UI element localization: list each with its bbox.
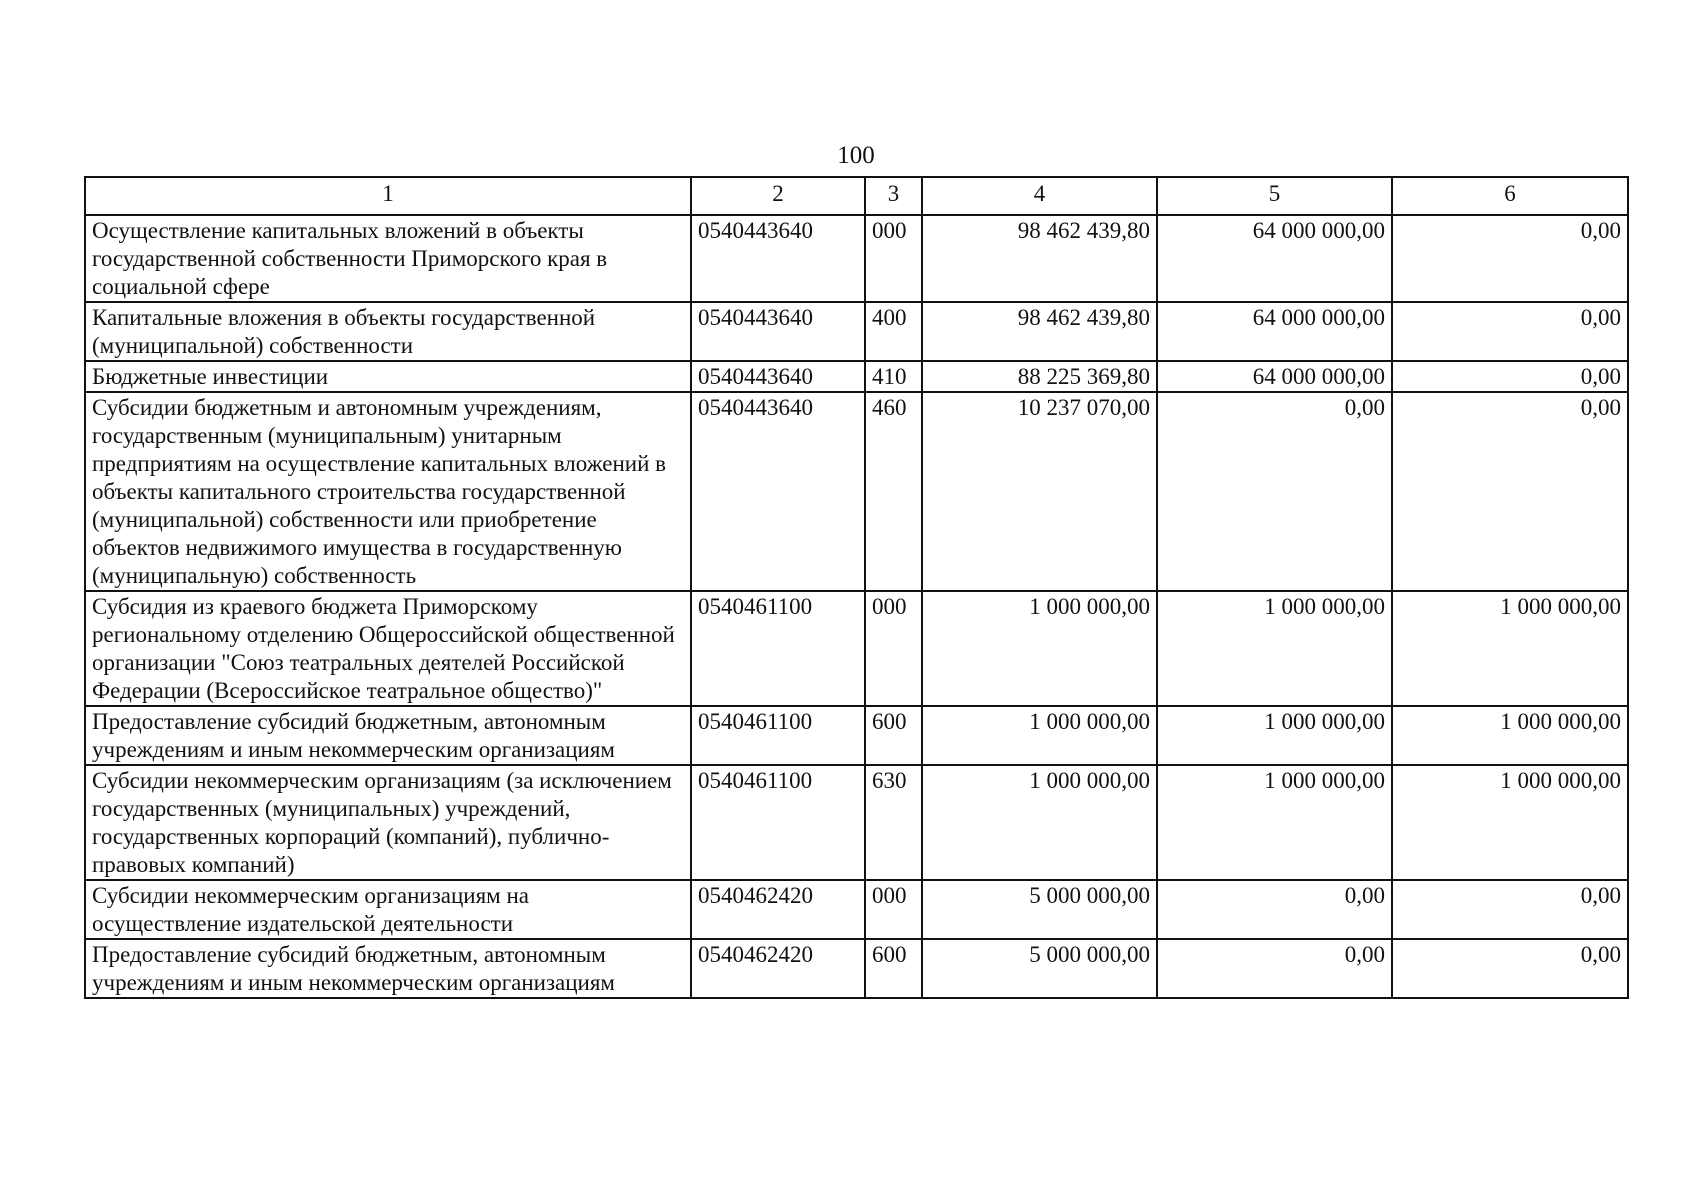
header-row	[85, 177, 1628, 215]
column-header: 4	[922, 177, 1157, 215]
amount-col4-cell: 5 000 000,00	[922, 880, 1157, 939]
expense-type-cell: 400	[865, 302, 922, 361]
amount-col6-cell: 0,00	[1392, 939, 1628, 998]
amount-col4-cell: 1 000 000,00	[922, 765, 1157, 880]
table-row	[85, 706, 1628, 765]
amount-col5-cell: 1 000 000,00	[1157, 765, 1392, 880]
table-row	[85, 392, 1628, 591]
table-row	[85, 215, 1628, 302]
target-code-cell: 0540443640	[691, 302, 865, 361]
column-header: 2	[691, 177, 865, 215]
row-name-cell: Субсидии некоммерческим организациям на осуществление издательской деятельности	[85, 880, 691, 939]
column-header: 5	[1157, 177, 1392, 215]
amount-col4-cell: 1 000 000,00	[922, 591, 1157, 706]
amount-col5-cell: 0,00	[1157, 392, 1392, 591]
target-code-cell: 0540443640	[691, 215, 865, 302]
target-code-cell: 0540461100	[691, 765, 865, 880]
expense-type-cell: 630	[865, 765, 922, 880]
row-name-cell: Субсидии бюджетным и автономным учреждениям, государственным (муниципальным) унитарным предприятиям на осуществление капитальных вложений в объекты капитального строительства государственной (муниципальной) собственности или приобретение объектов недвижимого имущества в государственную (муниципальную) собственность	[85, 392, 691, 591]
expense-type-cell: 000	[865, 880, 922, 939]
row-name-cell: Предоставление субсидий бюджетным, автономным учреждениям и иным некоммерческим организациям	[85, 706, 691, 765]
amount-col5-cell: 1 000 000,00	[1157, 706, 1392, 765]
expense-type-cell: 000	[865, 215, 922, 302]
amount-col6-cell: 1 000 000,00	[1392, 706, 1628, 765]
budget-table	[84, 176, 1629, 999]
expense-type-cell: 600	[865, 939, 922, 998]
table-row	[85, 302, 1628, 361]
target-code-cell: 0540461100	[691, 706, 865, 765]
amount-col4-cell: 5 000 000,00	[922, 939, 1157, 998]
amount-col6-cell: 1 000 000,00	[1392, 765, 1628, 880]
row-name-cell: Капитальные вложения в объекты государственной (муниципальной) собственности	[85, 302, 691, 361]
amount-col6-cell: 1 000 000,00	[1392, 591, 1628, 706]
row-name-cell: Предоставление субсидий бюджетным, автономным учреждениям и иным некоммерческим организациям	[85, 939, 691, 998]
amount-col5-cell: 64 000 000,00	[1157, 361, 1392, 392]
amount-col6-cell: 0,00	[1392, 215, 1628, 302]
amount-col5-cell: 1 000 000,00	[1157, 591, 1392, 706]
table-row	[85, 361, 1628, 392]
amount-col6-cell: 0,00	[1392, 302, 1628, 361]
column-header: 1	[85, 177, 691, 215]
amount-col4-cell: 88 225 369,80	[922, 361, 1157, 392]
amount-col4-cell: 98 462 439,80	[922, 215, 1157, 302]
target-code-cell: 0540462420	[691, 880, 865, 939]
amount-col4-cell: 98 462 439,80	[922, 302, 1157, 361]
column-header: 6	[1392, 177, 1628, 215]
amount-col5-cell: 0,00	[1157, 880, 1392, 939]
row-name-cell: Бюджетные инвестиции	[85, 361, 691, 392]
row-name-cell: Субсидия из краевого бюджета Приморскому региональному отделению Общероссийской общественной организации "Союз театральных деятелей Российской Федерации (Всероссийское театральное общество)"	[85, 591, 691, 706]
amount-col6-cell: 0,00	[1392, 392, 1628, 591]
table-row	[85, 880, 1628, 939]
amount-col5-cell: 64 000 000,00	[1157, 302, 1392, 361]
page-number: 100	[837, 142, 875, 169]
expense-type-cell: 410	[865, 361, 922, 392]
table-row	[85, 939, 1628, 998]
amount-col4-cell: 10 237 070,00	[922, 392, 1157, 591]
row-name-cell: Субсидии некоммерческим организациям (за исключением государственных (муниципальных) учреждений, государственных корпораций (компаний), публично-правовых компаний)	[85, 765, 691, 880]
target-code-cell: 0540462420	[691, 939, 865, 998]
table-row	[85, 765, 1628, 880]
table-row	[85, 591, 1628, 706]
target-code-cell: 0540461100	[691, 591, 865, 706]
amount-col6-cell: 0,00	[1392, 880, 1628, 939]
row-name-cell: Осуществление капитальных вложений в объекты государственной собственности Приморского края в социальной сфере	[85, 215, 691, 302]
amount-col5-cell: 0,00	[1157, 939, 1392, 998]
expense-type-cell: 600	[865, 706, 922, 765]
amount-col5-cell: 64 000 000,00	[1157, 215, 1392, 302]
amount-col4-cell: 1 000 000,00	[922, 706, 1157, 765]
expense-type-cell: 460	[865, 392, 922, 591]
target-code-cell: 0540443640	[691, 392, 865, 591]
target-code-cell: 0540443640	[691, 361, 865, 392]
amount-col6-cell: 0,00	[1392, 361, 1628, 392]
column-header: 3	[865, 177, 922, 215]
expense-type-cell: 000	[865, 591, 922, 706]
